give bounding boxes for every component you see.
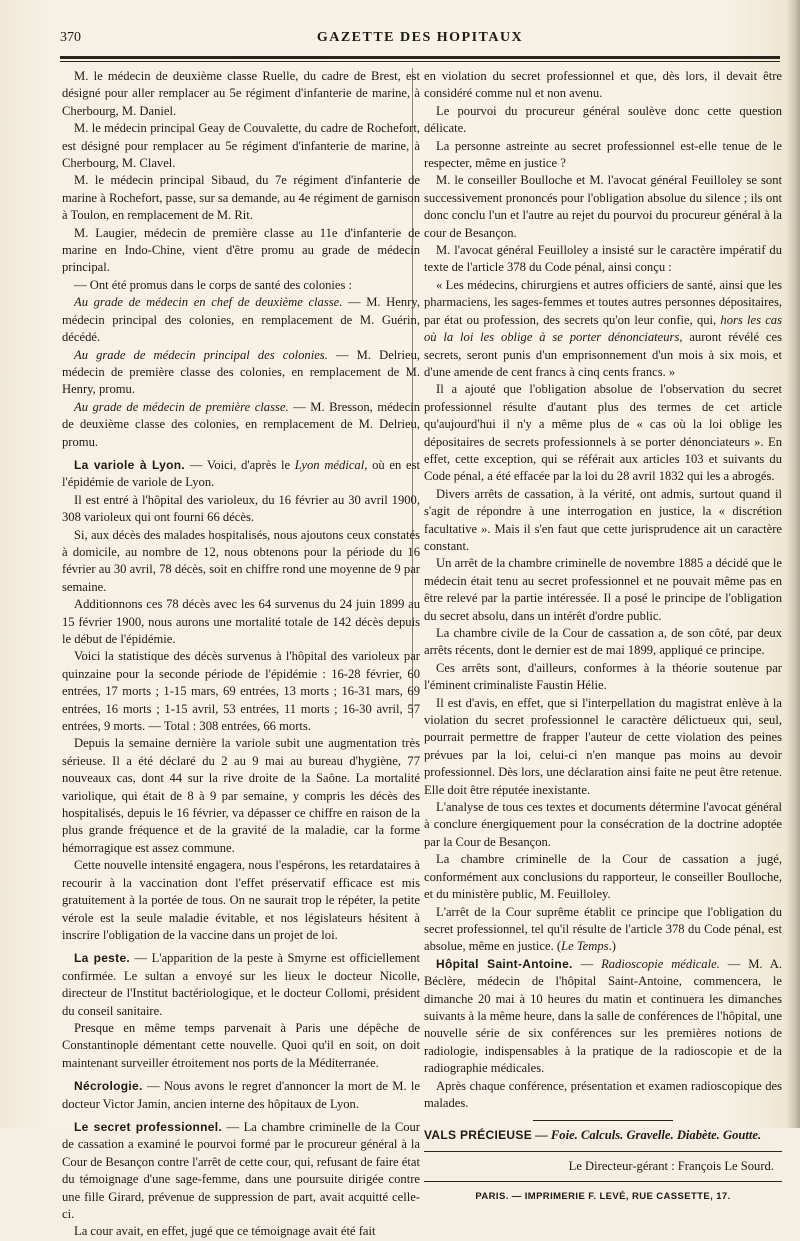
article-heading: Le secret professionnel.	[74, 1119, 222, 1134]
text: , auront révélé ces secrets, seront punis d'un emprisonnement d'un mois à six mois, et d'une amende de cent francs à cinq cents francs. »	[424, 330, 783, 379]
text: —	[532, 1128, 551, 1143]
paragraph: Après chaque conférence, présentation et examen radioscopique des malades.	[424, 1078, 782, 1110]
paragraph: Le pourvoi du procureur général soulève donc cette question délicate.	[424, 103, 782, 136]
paragraph: Additionnons ces 78 décès avec les 64 survenus du 24 juin 1899 au 15 février 1900, nous aurons une mortalité totale de 142 décès depuis le début de l'épidémie.	[62, 597, 420, 646]
article-heading: La variole à Lyon.	[74, 457, 186, 472]
italic-text: Le Temps	[561, 939, 609, 954]
text: —	[572, 956, 602, 971]
paragraph: Voici la statistique des décès survenus à l'hôpital des varioleux par quinzaine pour la seconde période de l'épidémie : 16-28 février, 60 entrées, 17 morts ; 1-15 mars, 69 entrées, 13 morts ; 16-31 mars, 69 entrées, 16 morts ; 1-15 avril, 53 entrées, 11 morts ; 16-30 avril, 57 entrées, 9 morts. — Total : 308 entrées, 66 morts.	[62, 649, 420, 734]
paragraph: — Ont été promus dans le corps de santé des colonies :	[74, 277, 353, 292]
page-number: 370	[60, 30, 81, 45]
italic-text: Au grade de médecin de première classe.	[74, 399, 289, 414]
article-necrologie	[62, 1078, 420, 1113]
paragraph: M. le médecin principal Geay de Couvalette, du cadre de Rochefort, est désigné pour remplacer au 5e régiment d'infanterie de marine, à Cherbourg, M. Clavel.	[62, 121, 420, 171]
paragraph: Il est d'avis, en effet, que si l'interpellation du magistrat enlève à la violation du secret professionnel le caractère délictueux qui, seul, pourrait permettre de frapper l'auteur de cette violation des peines prévues par la loi, celui-ci n'en manque pas moins au devoir professionnel. Dès lors, une déclaration ainsi faite ne peut être retenue. Elle doit être réputée inexistante.	[424, 695, 782, 797]
paragraph: Un arrêt de la chambre criminelle de novembre 1885 a décidé que le médecin était tenu au secret professionnel et ne pouvait même pas en être relevé par la partie intéressée. Il a posé le principe de l'obligation du secret absolu, dans un intérêt d'ordre public.	[424, 556, 782, 623]
text: , où en est l'épidémie de variole de Lyon.	[62, 457, 420, 490]
header-rule-thick	[60, 56, 780, 59]
article-heading: La peste.	[74, 951, 131, 966]
article-secret	[62, 1119, 420, 1223]
article-hopital	[424, 956, 782, 1078]
paragraph	[62, 347, 420, 399]
text: — M. Delrieu, médecin de première classe des colonies, en remplacement de M. Henry, promu.	[62, 347, 421, 397]
paragraph: Depuis la semaine dernière la variole subit une augmentation très sérieuse. Il a été déclaré du 2 au 9 mai au bureau d'hygiène, 77 nouveaux cas, dont 44 sur la rive droite de la Saône. La mortalité variolique, qui était de 8 à 9 par semaine, y compris les décès des hospitalisés, depuis le 16 février, va dépasser ce chiffre en raison de la plus grande fréquence et de la gravité de la maladie, car la forme hémorragique est assez commune.	[62, 736, 420, 855]
paragraph: La personne astreinte au secret professionnel est-elle tenue de le respecter, même en justice ?	[424, 138, 782, 171]
paragraph: M. le médecin principal Sibaud, du 7e régiment d'infanterie de marine à Rochefort, passe, sur sa demande, au 4e régiment de garnison à Toulon, en remplacement de M. Rit.	[62, 173, 420, 223]
paragraph	[62, 294, 420, 346]
page-header	[60, 30, 780, 50]
article-heading: Hôpital Saint-Antoine.	[436, 956, 573, 971]
paragraph: M. le conseiller Boulloche et M. l'avocat général Feuilloley se sont successivement prononcés pour l'obligation absolue du silence ; ils ont donc conclu l'un et l'autre au rejet du pourvoi du procureur général à la cour de Besançon.	[424, 173, 782, 240]
text: — La chambre criminelle de la Cour de cassation a examiné le pourvoi formé par le procureur général à la Cour de Besançon contre l'arrêt de cette cour, qui, refusant de faire état du témoignage d'une sage-femme, dans une poursuite dirigée contre une fille Girard, prévenue de suppression de part, avait acquitté celle-ci.	[62, 1119, 421, 1221]
advertisement-vals	[424, 1127, 782, 1144]
text: — L'apparition de la peste à Smyrne est officiellement confirmée. Le sultan a envoyé sur les lieux le docteur Nicolle, directeur de l'Institut bactériologique, et le docteur Collomi, président du conseil sanitaire.	[62, 951, 420, 1018]
text: — Nous avons le regret d'annoncer la mort de M. le docteur Victor Jamin, ancien interne des hôpitaux de Lyon.	[62, 1079, 420, 1111]
paragraph: La chambre criminelle de la Cour de cassation a jugé, conformément aux conclusions du rapporteur, le conseiller Boulloche, et du ministère public, M. Feuilloley.	[424, 852, 782, 902]
text: — Voici, d'après le	[185, 457, 295, 472]
text: — M. Henry, médecin principal des colonies, en remplacement de M. Guérin, décédé.	[62, 295, 420, 345]
article-peste	[62, 950, 420, 1020]
paragraph: M. Laugier, médecin de première classe au 11e d'infanterie de marine en Indo-Chine, vient d'être promu au grade de médecin principal.	[62, 225, 420, 275]
paragraph: Il est entré à l'hôpital des varioleux, du 16 février au 30 avril 1900, 308 varioleux qui ont fourni 66 décès.	[62, 492, 420, 525]
italic-text: Au grade de médecin en chef de deuxième classe.	[74, 295, 343, 310]
text: .)	[608, 939, 616, 954]
quote-paragraph	[424, 277, 782, 381]
paragraph: en violation du secret professionnel et que, dès lors, il devait être considéré comme nul et non avenu.	[424, 69, 782, 101]
paragraph: M. le médecin de deuxième classe Ruelle, du cadre de Brest, est désigné pour aller remplacer au 5e régiment d'infanterie de marine, à Cherbourg, M. Daniel.	[62, 69, 420, 118]
right-column	[424, 68, 782, 1206]
italic-text: hors les cas où la loi les oblige à se porter dénonciateurs	[424, 312, 782, 345]
printer-line: PARIS. — IMPRIMERIE F. LEVÉ, RUE CASSETTE, 17.	[475, 1191, 731, 1203]
paragraph: Ces arrêts sont, d'ailleurs, conformes à la théorie soutenue par l'éminent criminaliste Faustin Hélie.	[424, 660, 782, 693]
advert-heading: VALS PRÉCIEUSE	[424, 1128, 532, 1143]
text: — M. A. Béclère, médecin de l'hôpital Saint-Antoine, commencera, le dimanche 20 mai à 10 heures du matin et continuera les dimanches suivants à la même heure, dans la salle de conférences de l'hôpital, une nouvelle série de six conférences sur les premières notions de radiologie, indispensables à la pratique de la radioscopie et de la radiographie médicales.	[424, 956, 782, 1076]
paragraph: L'analyse de tous ces textes et documents détermine l'avocat général à conclure énergiquement pour la consécration de la doctrine adoptée par la Cour de Besançon.	[424, 800, 782, 849]
left-column	[62, 68, 420, 1241]
article-variole	[62, 457, 420, 492]
text: « Les médecins, chirurgiens et autres officiers de santé, ainsi que les pharmaciens, les sages-femmes et toutes autres personnes dépositaires, par état ou profession, des secrets qu'on leur confie, qui,	[424, 277, 782, 327]
paragraph: Cette nouvelle intensité engagera, nous l'espérons, les retardataires à recourir à la vaccination dont l'effet préservatif efficace est mis gratuitement à la portée de tous. On ne saurait trop le répéter, la petite vérole est la seule maladie évitable, et nos législateurs hésitent à inscrire l'obligation de la vaccine dans un projet de loi.	[62, 858, 420, 942]
italic-text: Au grade de médecin principal des colonies.	[74, 347, 328, 362]
italic-text: Radioscopie médicale.	[601, 956, 720, 971]
masthead-title: GAZETTE DES HOPITAUX	[316, 30, 524, 45]
paragraph	[424, 904, 782, 956]
paragraph: La cour avait, en effet, jugé que ce témoignage avait été fait	[74, 1224, 376, 1239]
footer-rule	[424, 1151, 782, 1152]
publisher-line: Le Directeur-gérant : François Le Sourd.	[568, 1158, 774, 1173]
paragraph: Divers arrêts de cassation, à la vérité, ont admis, surtout quand il s'agit de répondre à une interrogation en justice, la « discrétion facultative ». Mais il s'en faut que cette jurisprudence ait un caractère constant.	[424, 486, 782, 553]
text: L'arrêt de la Cour suprême établit ce principe que l'obligation du secret professionnel, tel qu'il résulte de l'article 378 du Code pénal, est absolue, même en justice. (	[424, 904, 782, 954]
paragraph: M. l'avocat général Feuilloley a insisté sur le caractère impératif du texte de l'article 378 du Code pénal, ainsi conçu :	[424, 243, 782, 275]
paragraph: Si, aux décès des malades hospitalisés, nous ajoutons ceux constatés à domicile, au nombre de 12, nous obtenons pour la période du 16 février au 30 avril, 78 décès, soit en chiffre rond une moyenne de 9 par semaine.	[62, 527, 420, 594]
italic-text: Lyon médical	[294, 457, 365, 472]
italic-text: Foie. Calculs. Gravelle. Diabète. Goutte.	[550, 1128, 762, 1143]
separator-rule	[533, 1120, 673, 1121]
text: — M. Bresson, médecin de deuxième classe des colonies, en remplacement de M. Delrieu, promu.	[62, 399, 420, 449]
footer-rule	[424, 1181, 782, 1182]
page-edge-shadow	[786, 0, 800, 1128]
paragraph: La chambre civile de la Cour de cassation a, de son côté, par deux arrêts récents, dont le dernier est de mai 1899, appliqué ce principe.	[424, 626, 782, 658]
paragraph: Il a ajouté que l'obligation absolue de l'observation du secret professionnel résulte d'autant plus des termes de cet article qu'aujourd'hui il n'y a même plus de « cas où la loi oblige les dépositaires de secrets professionnels à se porter dénonciateurs ». En effet, cette exception, qui se référait aux articles 103 et suivants du Code pénal, a été effacée par la loi du 28 avril 1832 qui les a abrogés.	[424, 382, 782, 484]
article-heading: Nécrologie.	[74, 1079, 143, 1094]
paragraph	[62, 399, 420, 451]
header-rule-thin	[60, 61, 780, 62]
paragraph: Presque en même temps parvenait à Paris une dépêche de Constantinople démentant cette nouvelle. Quoi qu'il en soit, on doit maintenant surveiller étroitement nos ports de la Méditerranée.	[62, 1020, 420, 1070]
